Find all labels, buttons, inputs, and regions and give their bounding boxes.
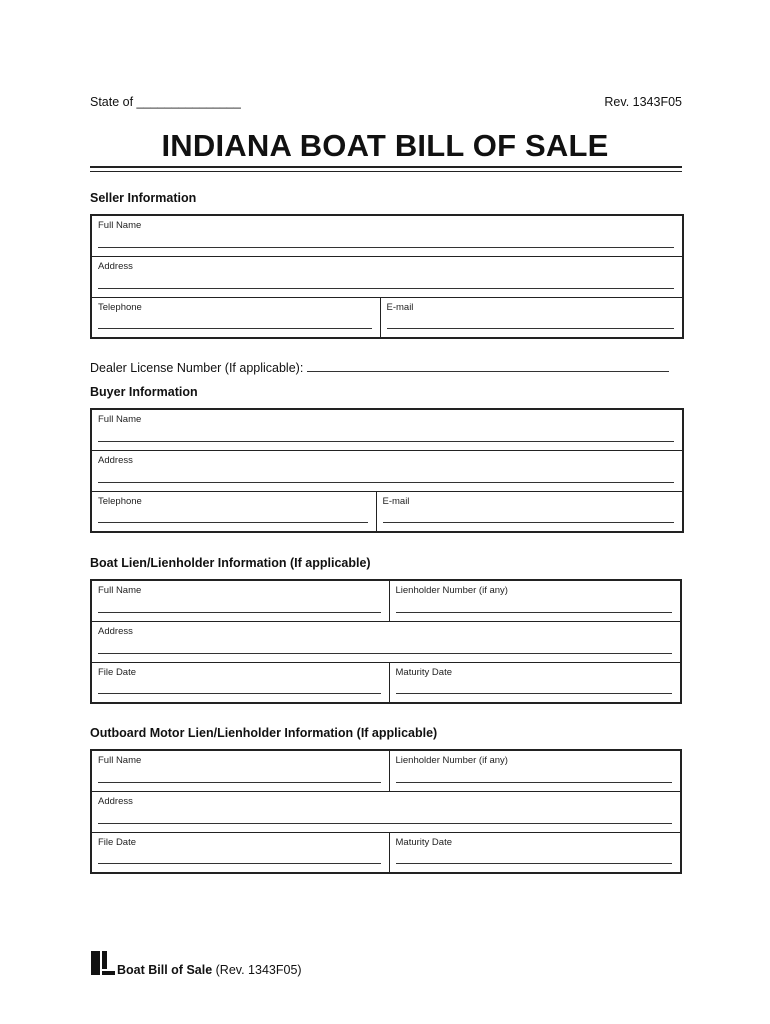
seller-email-cell[interactable] — [380, 297, 683, 338]
seller-telephone-label: Telephone — [98, 301, 142, 313]
motor-lien-maturity-date-label: Maturity Date — [395, 836, 452, 848]
buyer-full-name-cell[interactable] — [91, 409, 683, 450]
seller-telephone-line[interactable] — [98, 328, 372, 329]
motor-lien-full-name-line[interactable] — [98, 782, 381, 783]
seller-email-label: E-mail — [386, 301, 414, 313]
boat-lien-file-date-cell[interactable] — [91, 662, 389, 703]
motor-lien-full-name-label: Full Name — [98, 755, 142, 766]
buyer-section-title: Buyer Information — [90, 385, 198, 399]
boat-lien-full-name-label: Full Name — [98, 585, 142, 596]
buyer-telephone-label: Telephone — [98, 495, 142, 507]
motor-lien-full-name-cell[interactable] — [91, 750, 389, 791]
seller-telephone-cell[interactable] — [91, 297, 380, 338]
seller-address-line[interactable] — [98, 288, 674, 289]
boat-lien-maturity-date-label: Maturity Date — [395, 666, 452, 678]
seller-form — [90, 214, 684, 339]
seller-email-line[interactable] — [387, 328, 675, 329]
boat-lien-maturity-date-line[interactable] — [396, 693, 673, 694]
state-of-field[interactable]: State of _______________ — [90, 95, 241, 109]
boat-lien-number-cell[interactable] — [389, 580, 681, 621]
buyer-address-line[interactable] — [98, 482, 674, 483]
dealer-license-line[interactable] — [307, 360, 669, 372]
title-divider-thin — [90, 171, 682, 172]
buyer-telephone-cell[interactable] — [91, 491, 376, 532]
title-divider-thick — [90, 166, 682, 168]
buyer-telephone-line[interactable] — [98, 522, 368, 523]
buyer-full-name-label: Full Name — [98, 414, 142, 425]
seller-full-name-line[interactable] — [98, 247, 674, 248]
motor-lien-number-label: Lienholder Number (if any) — [395, 755, 508, 766]
seller-full-name-label: Full Name — [98, 220, 142, 231]
motor-lien-section-title: Outboard Motor Lien/Lienholder Information (If applicable) — [90, 726, 438, 740]
buyer-email-label: E-mail — [382, 495, 410, 507]
seller-address-cell[interactable] — [91, 256, 683, 297]
boat-lien-full-name-line[interactable] — [98, 612, 381, 613]
motor-lien-form — [90, 749, 682, 874]
revision-number: Rev. 1343F05 — [604, 95, 682, 109]
motor-lien-number-line[interactable] — [396, 782, 673, 783]
seller-full-name-cell[interactable] — [91, 215, 683, 256]
boat-lien-section-title: Boat Lien/Lienholder Information (If applicable) — [90, 556, 371, 570]
footer-doc-name: Boat Bill of Sale — [117, 963, 213, 977]
footer-revision: (Rev. 1343F05) — [215, 963, 302, 977]
buyer-email-line[interactable] — [383, 522, 675, 523]
dealer-license-label: Dealer License Number (If applicable): — [90, 361, 304, 375]
boat-lien-number-line[interactable] — [396, 612, 673, 613]
boat-lien-full-name-cell[interactable] — [91, 580, 389, 621]
boat-lien-address-cell[interactable] — [91, 621, 681, 662]
boat-lien-maturity-date-cell[interactable] — [389, 662, 681, 703]
motor-lien-file-date-cell[interactable] — [91, 832, 389, 873]
boat-lien-address-line[interactable] — [98, 653, 672, 654]
motor-lien-address-cell[interactable] — [91, 791, 681, 832]
boat-lien-address-label: Address — [98, 625, 133, 637]
boat-lien-file-date-line[interactable] — [98, 693, 381, 694]
document-title: INDIANA BOAT BILL OF SALE — [161, 128, 609, 163]
boat-lien-file-date-label: File Date — [98, 666, 137, 678]
motor-lien-address-label: Address — [98, 795, 133, 807]
footer-document-label — [117, 963, 302, 977]
buyer-address-cell[interactable] — [91, 450, 683, 491]
seller-section-title: Seller Information — [90, 191, 197, 205]
motor-lien-number-cell[interactable] — [389, 750, 681, 791]
brand-logo-icon — [90, 950, 116, 976]
buyer-form — [90, 408, 684, 533]
dealer-license-row — [90, 360, 669, 375]
boat-lien-form — [90, 579, 682, 704]
motor-lien-file-date-label: File Date — [98, 836, 137, 848]
boat-lien-number-label: Lienholder Number (if any) — [395, 585, 508, 596]
buyer-email-cell[interactable] — [376, 491, 683, 532]
seller-address-label: Address — [98, 260, 133, 272]
buyer-full-name-line[interactable] — [98, 441, 674, 442]
motor-lien-address-line[interactable] — [98, 823, 672, 824]
motor-lien-maturity-date-cell[interactable] — [389, 832, 681, 873]
buyer-address-label: Address — [98, 454, 133, 466]
motor-lien-maturity-date-line[interactable] — [396, 863, 673, 864]
motor-lien-file-date-line[interactable] — [98, 863, 381, 864]
